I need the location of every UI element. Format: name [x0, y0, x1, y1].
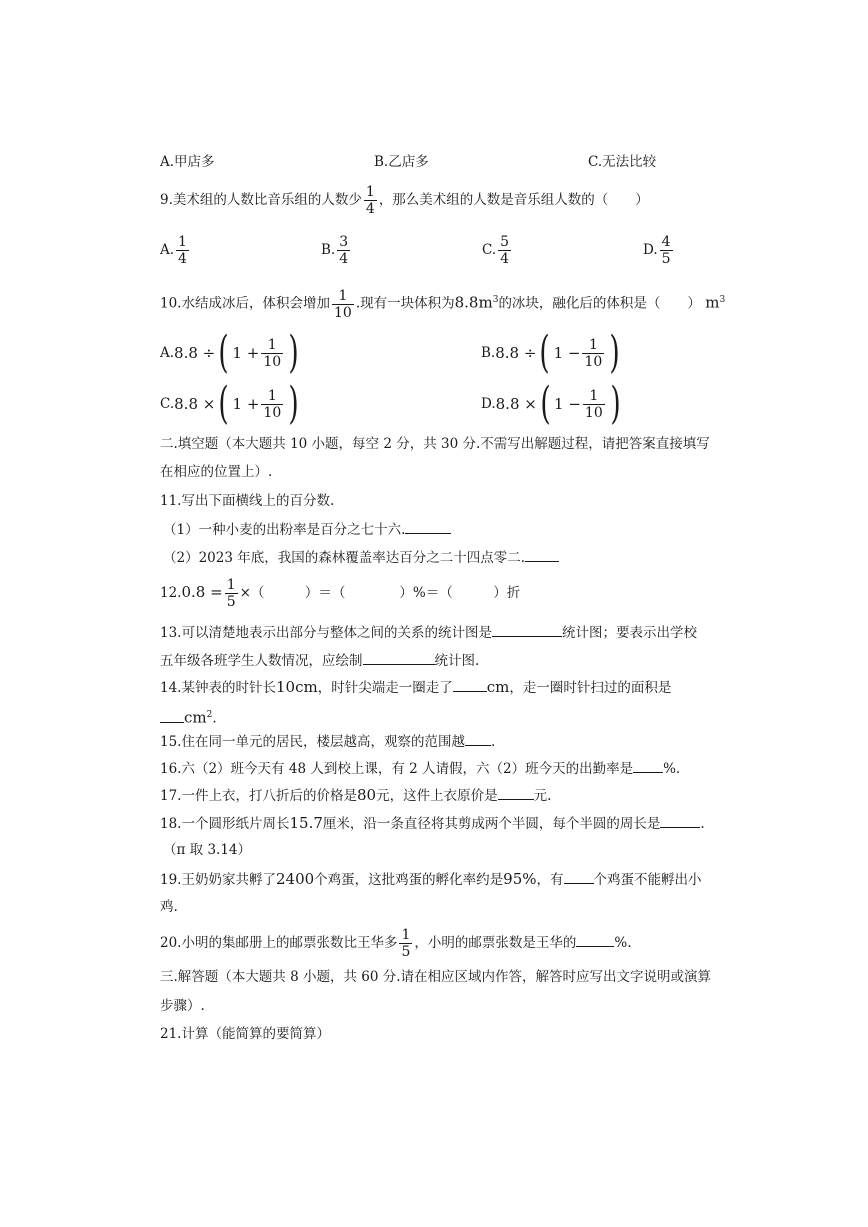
q11-title: 11.写出下面横线上的百分数.	[160, 493, 335, 509]
q8-option-a: A.甲店多	[160, 154, 215, 170]
q20-end: %.	[614, 935, 632, 951]
q18-end: .	[700, 816, 705, 832]
q17-question	[160, 785, 551, 806]
q12-frac-den: 5	[226, 594, 236, 610]
q9-a-num: 1	[178, 234, 187, 250]
q9-option-d-fraction	[660, 234, 673, 267]
q10-option-c	[160, 380, 302, 428]
q9-text-after: ，那么美术组的人数是音乐组人数的（ ）	[378, 192, 649, 208]
q9-option-a	[160, 232, 191, 268]
q9-option-c-fraction	[498, 234, 511, 267]
q19-text-a: 19.王奶奶家共孵了	[160, 872, 276, 888]
q9-a-den: 4	[178, 251, 187, 267]
q12-fraction	[225, 577, 238, 610]
q10-b-den: 10	[584, 353, 603, 370]
q10-option-c-fraction	[261, 388, 283, 421]
q10-option-b-inner: 1 −	[553, 344, 581, 362]
q10-option-c-label: C.	[160, 396, 175, 412]
q20-frac-num: 1	[401, 927, 411, 943]
q10-a-den: 10	[263, 353, 282, 370]
q19-text-c: ，有	[536, 872, 564, 888]
section2-heading-line2: 在相应的位置上）.	[160, 464, 273, 480]
q9-frac-den: 4	[365, 201, 375, 217]
q17-price: 80	[356, 786, 377, 804]
q10-text-after: 的冰块，融化后的体积是（ ）	[498, 295, 701, 312]
q10-option-c-left-paren: (	[218, 378, 230, 429]
q13-line2-a: 五年级各班学生人数情况，应绘制	[160, 653, 363, 669]
q9-question	[160, 182, 649, 218]
q11-item1	[163, 519, 451, 540]
section3-heading-line2: 步骤）.	[160, 998, 205, 1014]
q9-frac-num: 1	[365, 184, 375, 200]
q9-d-num: 4	[661, 234, 671, 250]
q10-unit: m	[705, 293, 720, 312]
q13-line1-b: 统计图；要表示出学校	[561, 625, 697, 641]
q18-text-a: 18.一个圆形纸片周长	[160, 816, 290, 832]
q10-text-mid: .现有一块体积为	[355, 295, 455, 312]
q12-rest: ×（ ）＝（ ）%＝（ ）折	[239, 585, 521, 601]
q9-option-a-label: A.	[160, 242, 175, 258]
q20-fraction	[399, 927, 412, 960]
q16-text: 16.六（2）班今天有 48 人到校上课，有 2 人请假，六（2）班今天的出勤率是	[160, 761, 634, 777]
q9-option-b-fraction	[337, 234, 350, 267]
q10-volume: 8.8m	[454, 293, 493, 312]
q10-option-a-inner: 1 +	[232, 344, 260, 362]
q14-blank2[interactable]	[160, 708, 184, 723]
q10-option-b-fraction	[582, 337, 604, 370]
q10-c-den: 10	[263, 404, 282, 421]
q9-fraction	[364, 184, 377, 217]
q14-line2	[160, 705, 217, 729]
q15-question	[160, 731, 495, 752]
q10-frac-num: 1	[338, 287, 348, 304]
q14-unit1: cm	[486, 678, 510, 696]
q11-item2-text: （2）2023 年底，我国的森林覆盖率达百分之二十四点零二.	[163, 550, 526, 566]
q10-option-d-inner: 1 −	[554, 395, 581, 413]
q10-option-d-right-paren: )	[610, 378, 621, 429]
q9-option-c	[482, 232, 513, 268]
q10-option-a-expr: 8.8 ÷	[174, 344, 216, 362]
q14-blank1[interactable]	[453, 677, 487, 692]
q15-end: .	[490, 734, 496, 750]
q20-blank[interactable]	[576, 932, 614, 947]
q13-line1-a: 13.可以清楚地表示出部分与整体之间的关系的统计图是	[160, 625, 492, 641]
q19-rate: 95%	[503, 870, 537, 888]
q10-option-c-expr: 8.8 ×	[174, 395, 216, 413]
q9-c-den: 4	[500, 251, 510, 267]
section3-heading-line1: 三.解答题（本大题共 8 小题，共 60 分.请在相应区域内作答，解答时应写出文字说明或演算	[160, 969, 712, 985]
q10-option-d-fraction	[583, 388, 605, 421]
q21-title: 21.计算（能简算的要简算）	[160, 1026, 330, 1042]
q10-option-a-label: A.	[160, 345, 175, 361]
q9-b-den: 4	[339, 251, 349, 267]
q10-option-b-label: B.	[481, 345, 496, 361]
q18-blank[interactable]	[660, 813, 700, 828]
q10-option-a	[160, 329, 302, 377]
q9-d-den: 5	[661, 251, 671, 267]
q18-text-b: 厘米，沿一条直径将其剪成两个半圆，每个半圆的周长是	[322, 816, 661, 832]
q20-text-a: 20.小明的集邮册上的邮票张数比王华多	[160, 935, 398, 951]
q10-unit-exp: 3	[719, 295, 726, 305]
q9-c-num: 5	[500, 234, 510, 250]
q13-line1	[160, 622, 697, 643]
q10-option-d-left-paren: (	[540, 378, 551, 429]
q9-option-b-label: B.	[321, 242, 336, 258]
q10-option-d-label: D.	[481, 396, 496, 412]
section2-heading-line1: 二.填空题（本大题共 10 小题，每空 2 分，共 30 分.不需写出解题过程，请把答案直接填写	[160, 436, 710, 452]
q11-item1-text: （1）一种小麦的出粉率是百分之七十六.	[163, 522, 406, 538]
q19-text-d: 个鸡蛋不能孵出小	[593, 872, 702, 888]
q10-option-b-left-paren: (	[539, 327, 551, 378]
q14-line1-a: 14.某钟表的时针长	[160, 680, 276, 696]
q14-end: .	[212, 710, 217, 727]
q16-end: %.	[663, 761, 681, 777]
q15-blank[interactable]	[465, 731, 491, 746]
q17-text-a: 17.一件上衣，打八折后的价格是	[160, 788, 357, 804]
q14-unit2-exp: 2	[206, 710, 213, 720]
q10-option-a-left-paren: (	[218, 327, 229, 378]
q10-frac-den: 10	[333, 304, 352, 321]
q10-option-c-right-paren: )	[288, 378, 299, 429]
q10-option-b-expr: 8.8 ÷	[495, 344, 537, 362]
q14-line1-c: ，走一圈时针扫过的面积是	[509, 680, 672, 696]
q17-blank[interactable]	[498, 785, 534, 800]
q20-question	[160, 925, 632, 961]
q10-a-num: 1	[267, 336, 277, 353]
q10-option-b-right-paren: )	[609, 327, 621, 378]
q10-volume-exp: 3	[492, 295, 499, 305]
q19-text-b: 个鸡蛋，这批鸡蛋的孵化率约是	[314, 872, 504, 888]
q9-option-c-label: C.	[482, 242, 497, 258]
q17-end: 元.	[533, 788, 552, 804]
q11-item2-blank[interactable]	[525, 547, 559, 562]
q18-line1	[160, 813, 705, 834]
q11-item2	[163, 547, 559, 568]
q10-question	[160, 282, 725, 322]
q9-option-d-label: D.	[643, 242, 658, 258]
q16-question	[160, 758, 680, 779]
q19-eggs: 2400	[275, 870, 315, 888]
q10-b-num: 1	[588, 336, 598, 353]
q9-b-num: 3	[339, 234, 349, 250]
q10-option-d-expr: 8.8 ×	[495, 395, 537, 413]
q17-text-b: 元，这件上衣原价是	[376, 788, 498, 804]
q19-blank[interactable]	[564, 869, 594, 884]
q13-blank2[interactable]	[363, 650, 435, 665]
q10-option-d	[481, 380, 624, 428]
q14-length: 10cm	[275, 678, 318, 696]
q10-fraction	[332, 288, 354, 321]
q9-text-before: 9.美术组的人数比音乐组的人数少	[160, 192, 362, 208]
q19-line1	[160, 869, 702, 890]
q11-item1-blank[interactable]	[405, 519, 451, 534]
q9-option-b	[321, 232, 352, 268]
q12-frac-num: 1	[226, 577, 236, 593]
q12-question	[160, 574, 520, 611]
q13-line2	[160, 650, 479, 671]
q8-option-b: B.乙店多	[374, 154, 429, 170]
q16-blank[interactable]	[633, 758, 663, 773]
q15-text: 15.住在同一单元的居民，楼层越高，观察的范围越	[160, 734, 465, 750]
q10-option-c-inner: 1 +	[232, 395, 260, 413]
q18-perimeter: 15.7	[289, 814, 323, 832]
q9-option-a-fraction	[176, 234, 189, 267]
q10-option-a-fraction	[261, 337, 283, 370]
q10-d-num: 1	[589, 387, 599, 404]
q8-option-c: C.无法比较	[588, 154, 657, 170]
q12-value: 0.8 =	[181, 583, 223, 601]
q10-d-den: 10	[584, 404, 603, 421]
q14-line1	[160, 677, 671, 698]
q13-line2-b: 统计图.	[434, 653, 480, 669]
q13-blank1[interactable]	[492, 622, 562, 637]
q19-line2: 鸡.	[160, 899, 178, 915]
q18-line2: （π 取 3.14）	[163, 842, 252, 858]
q10-option-a-right-paren: )	[288, 327, 299, 378]
q10-c-num: 1	[267, 387, 277, 404]
q20-frac-den: 5	[401, 944, 411, 960]
q14-unit2: cm	[184, 708, 207, 727]
q10-text-before: 10.水结成冰后，体积会增加	[160, 295, 330, 312]
q14-line1-b: ，时针尖端走一圈走了	[317, 680, 453, 696]
q20-text-b: ，小明的邮票张数是王华的	[414, 935, 577, 951]
q9-option-d	[643, 232, 675, 268]
q10-option-b	[481, 329, 623, 377]
q12-lead: 12.	[160, 585, 182, 601]
